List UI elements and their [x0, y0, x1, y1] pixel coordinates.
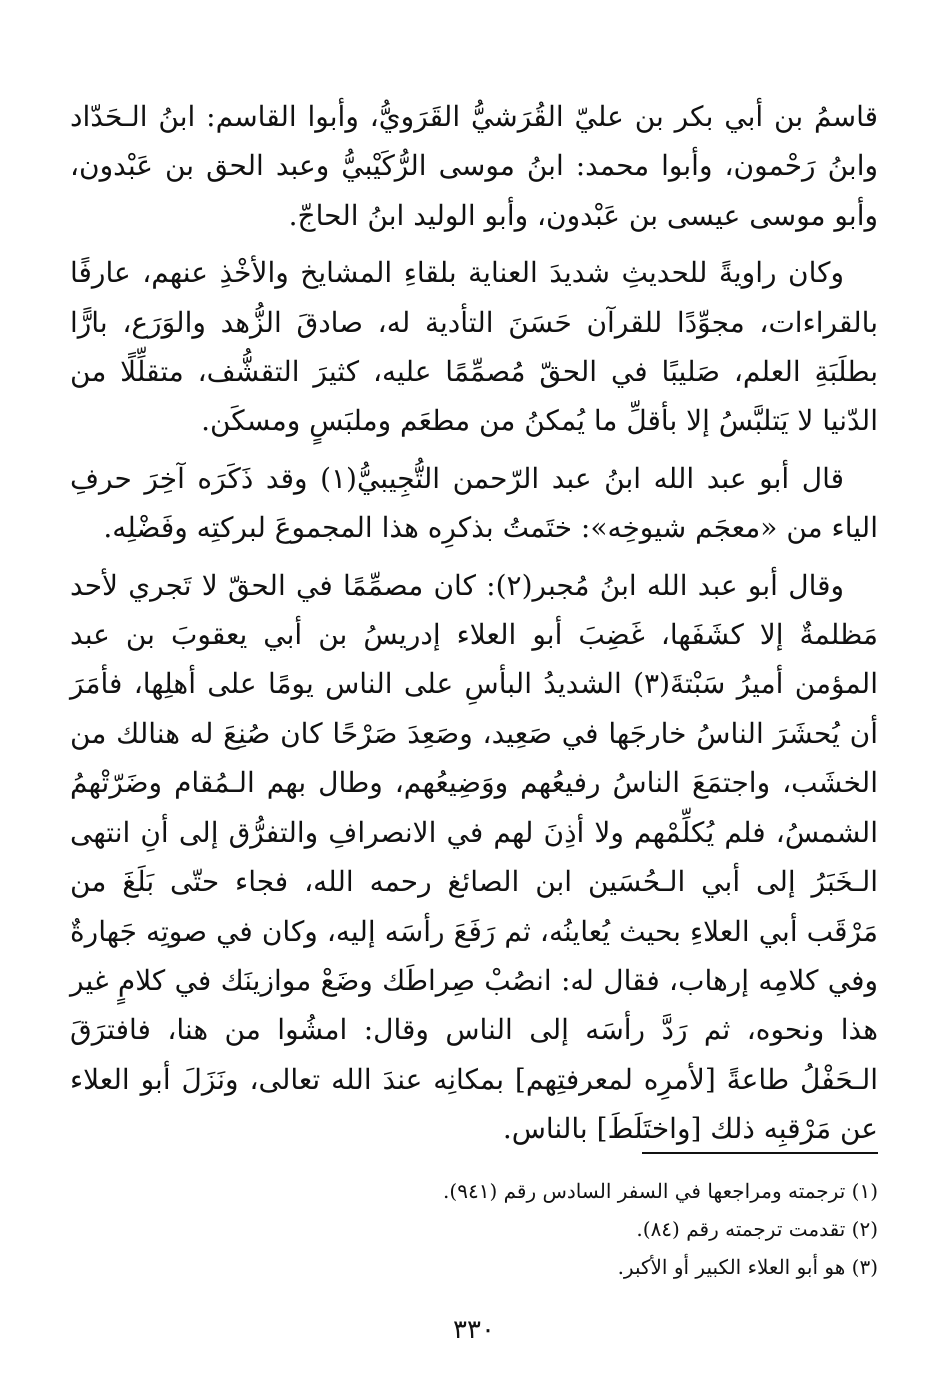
paragraph-character: وكان راويةً للحديثِ شديدَ العناية بلقاءِ المشايخ والأخْذِ عنهم، عارفًا بالقراءات، مجوِّدًا للقرآن حَسَنَ التأدية له، صادقَ الزُّهد والوَرَع، بارًّا بطلَبَةِ العلم، صَليبًا في الحقّ مُصمِّمًا عليه، كثيرَ التقشُّف، متقلِّلًا من الدّنيا لا يَتلبَّسُ إلا بأقلِّ ما يُمكنُ من مطعَم وملبَسٍ ومسكَن.	[70, 256, 878, 438]
footnotes	[70, 1172, 878, 1286]
page-number: ٣٣٠	[453, 1315, 495, 1345]
footnote-separator	[642, 1152, 878, 1154]
footnote-1: (١) ترجمته ومراجعها في السفر السادس رقم (٩٤١).	[443, 1179, 878, 1203]
paragraph-tujibi-quote: قال أبو عبد الله ابنُ عبد الرّحمن التُّجِيبيُّ(١) وقد ذَكَرَه آخِرَ حرفِ الياء من «معجَم شيوخِه»: ختَمتُ بذكرِه هذا المجموعَ لبركتِه وفَضْلِه.	[70, 461, 878, 545]
paragraph-ibn-mujbir-story: وقال أبو عبد الله ابنُ مُجبر(٢): كان مصمِّمًا في الحقّ لا تَجري لأحد مَظلمةٌ إلا كشَفَها، غَضِبَ أبو العلاء إدريسُ بن أبي يعقوبَ بن عبد المؤمن أميرُ سَبْتةَ(٣) الشديدُ البأسِ على الناس يومًا على أهلِها، فأمَرَ أن يُحشَرَ الناسُ خارجَها في صَعِيد، وصَعِدَ صَرْحًا كان صُنِعَ له هنالك من الخشَب، واجتمَعَ الناسُ رفيعُهم ووَضِيعُهم، وطال بهم الـمُقام وضَرّتْهمُ الشمسُ، فلم يُكلِّمْهم ولا أذِنَ لهم في الانصرافِ والتفرُّق إلى أنِ انتهى الـخَبَرُ إلى أبي الـحُسَين ابن الصائغ رحمه الله، فجاء حتّى بَلَغَ من مَرْقَب أبي العلاءِ بحيث يُعاينُه، ثم رَفَعَ رأسَه إليه، وكان في صوتِه جَهارةٌ وفي كلامِه إرهاب، فقال له: انصُبْ صِراطَك وضَعْ موازينَك في كلامٍ غير هذا ونحوه، ثم رَدَّ رأسَه إلى الناس وقال: امشُوا من هنا، فافترَقَ الـحَفْلُ طاعةً [لأمرِه لمعرفتِهم] بمكانِه عندَ الله تعالى، ونَزَلَ أبو العلاء عن مَرْقبِه ذلك [واختَلَطَ] بالناس.	[70, 568, 878, 1146]
footnote-3: (٣) هو أبو العلاء الكبير أو الأكبر.	[617, 1255, 878, 1279]
paragraph-teachers: قاسمُ بن أبي بكر بن عليّ القُرَشيُّ القَرَويُّ، وأبوا القاسم: ابنُ الـحَدّاد وابنُ رَحْمون، وأبوا محمد: ابنُ موسى الرُّكَيْبيُّ وعبد الحق بن عَبْدون، وأبو موسى عيسى بن عَبْدون، وأبو الوليد ابنُ الحاجّ.	[70, 100, 878, 232]
footnote-2: (٢) تقدمت ترجمته رقم (٨٤).	[636, 1217, 878, 1241]
